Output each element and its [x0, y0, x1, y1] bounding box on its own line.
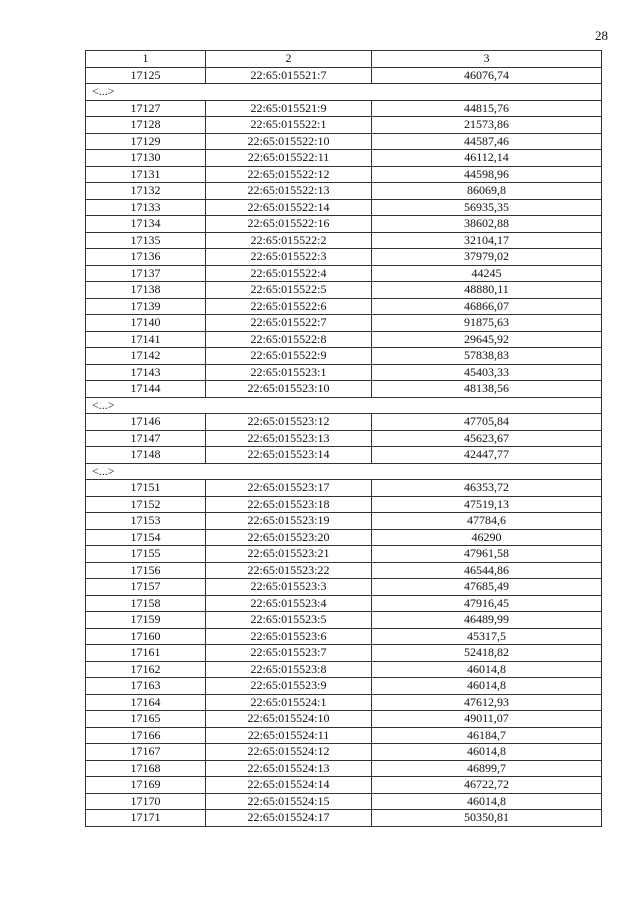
cadastral-number-cell: 22:65:015522:12 [206, 166, 372, 183]
row-number-cell: 17127 [86, 100, 206, 117]
table-row [86, 612, 602, 629]
value-cell: 47685,49 [372, 579, 602, 596]
cadastral-number-cell: 22:65:015521:7 [206, 67, 372, 84]
row-number-cell: 17140 [86, 315, 206, 332]
cadastral-number-cell: 22:65:015523:5 [206, 612, 372, 629]
cadastral-number-cell: 22:65:015522:16 [206, 216, 372, 233]
cadastral-number-cell: 22:65:015523:20 [206, 529, 372, 546]
cadastral-number-cell: 22:65:015523:14 [206, 447, 372, 464]
row-number-cell: 17139 [86, 298, 206, 315]
row-number-cell: 17135 [86, 232, 206, 249]
row-number-cell: 17169 [86, 777, 206, 794]
row-number-cell: 17136 [86, 249, 206, 266]
table-row [86, 232, 602, 249]
row-number-cell: 17154 [86, 529, 206, 546]
value-cell: 48138,56 [372, 381, 602, 398]
value-cell: 50350,81 [372, 810, 602, 827]
cadastral-number-cell: 22:65:015522:10 [206, 133, 372, 150]
value-cell: 86069,8 [372, 183, 602, 200]
table-row [86, 562, 602, 579]
row-number-cell: 17164 [86, 694, 206, 711]
row-number-cell: 17133 [86, 199, 206, 216]
cadastral-number-cell: 22:65:015522:14 [206, 199, 372, 216]
cadastral-number-cell: 22:65:015522:9 [206, 348, 372, 365]
value-cell: 52418,82 [372, 645, 602, 662]
value-cell: 46076,74 [372, 67, 602, 84]
row-number-cell: 17144 [86, 381, 206, 398]
row-number-cell: 17128 [86, 117, 206, 134]
cadastral-number-cell: 22:65:015523:8 [206, 661, 372, 678]
value-cell: 46014,8 [372, 678, 602, 695]
cadastral-number-cell: 22:65:015522:13 [206, 183, 372, 200]
cadastral-number-cell: 22:65:015523:7 [206, 645, 372, 662]
table-row [86, 546, 602, 563]
row-number-cell: 17130 [86, 150, 206, 167]
table-row [86, 364, 602, 381]
value-cell: 47519,13 [372, 496, 602, 513]
value-cell: 46184,7 [372, 727, 602, 744]
table-row [86, 282, 602, 299]
value-cell: 47705,84 [372, 414, 602, 431]
cadastral-number-cell: 22:65:015523:3 [206, 579, 372, 596]
table-row [86, 727, 602, 744]
column-header: 3 [372, 51, 602, 68]
table-row [86, 199, 602, 216]
cadastral-number-cell: 22:65:015523:17 [206, 480, 372, 497]
cadastral-number-cell: 22:65:015524:15 [206, 793, 372, 810]
value-cell: 47961,58 [372, 546, 602, 563]
table-row [86, 661, 602, 678]
value-cell: 49011,07 [372, 711, 602, 728]
cadastral-number-cell: 22:65:015523:1 [206, 364, 372, 381]
table-row [86, 711, 602, 728]
table-row [86, 117, 602, 134]
cadastral-number-cell: 22:65:015522:5 [206, 282, 372, 299]
omission-marker: <...> [86, 397, 602, 414]
header-row [86, 51, 602, 68]
cadastral-number-cell: 22:65:015523:4 [206, 595, 372, 612]
value-cell: 44815,76 [372, 100, 602, 117]
value-cell: 29645,92 [372, 331, 602, 348]
value-cell: 46899,7 [372, 760, 602, 777]
cadastral-number-cell: 22:65:015522:7 [206, 315, 372, 332]
table-row [86, 628, 602, 645]
row-number-cell: 17143 [86, 364, 206, 381]
page-number: 28 [595, 28, 608, 43]
cadastral-number-cell: 22:65:015522:8 [206, 331, 372, 348]
cadastral-number-cell: 22:65:015523:12 [206, 414, 372, 431]
cadastral-number-cell: 22:65:015524:14 [206, 777, 372, 794]
value-cell: 46544,86 [372, 562, 602, 579]
value-cell: 57838,83 [372, 348, 602, 365]
row-number-cell: 17138 [86, 282, 206, 299]
row-number-cell: 17165 [86, 711, 206, 728]
row-number-cell: 17160 [86, 628, 206, 645]
table-row [86, 216, 602, 233]
table-row [86, 150, 602, 167]
table-row [86, 447, 602, 464]
row-number-cell: 17170 [86, 793, 206, 810]
cadastral-number-cell: 22:65:015522:6 [206, 298, 372, 315]
value-cell: 46014,8 [372, 793, 602, 810]
row-number-cell: 17162 [86, 661, 206, 678]
cadastral-number-cell: 22:65:015524:11 [206, 727, 372, 744]
table-row [86, 430, 602, 447]
column-header: 2 [206, 51, 372, 68]
value-cell: 47612,93 [372, 694, 602, 711]
row-number-cell: 17131 [86, 166, 206, 183]
table-row [86, 414, 602, 431]
value-cell: 48880,11 [372, 282, 602, 299]
table-row [86, 744, 602, 761]
row-number-cell: 17151 [86, 480, 206, 497]
row-number-cell: 17167 [86, 744, 206, 761]
value-cell: 47916,45 [372, 595, 602, 612]
row-number-cell: 17156 [86, 562, 206, 579]
cadastral-number-cell: 22:65:015521:9 [206, 100, 372, 117]
omission-row [86, 84, 602, 101]
table-row [86, 793, 602, 810]
value-cell: 32104,17 [372, 232, 602, 249]
table-row [86, 810, 602, 827]
value-cell: 44587,46 [372, 133, 602, 150]
row-number-cell: 17152 [86, 496, 206, 513]
omission-row [86, 463, 602, 480]
table-row [86, 694, 602, 711]
row-number-cell: 17159 [86, 612, 206, 629]
row-number-cell: 17142 [86, 348, 206, 365]
data-table [85, 50, 602, 827]
value-cell: 21573,86 [372, 117, 602, 134]
cadastral-number-cell: 22:65:015523:9 [206, 678, 372, 695]
table-row [86, 579, 602, 596]
row-number-cell: 17148 [86, 447, 206, 464]
value-cell: 45403,33 [372, 364, 602, 381]
row-number-cell: 17166 [86, 727, 206, 744]
value-cell: 46290 [372, 529, 602, 546]
row-number-cell: 17163 [86, 678, 206, 695]
omission-row [86, 397, 602, 414]
cadastral-number-cell: 22:65:015523:18 [206, 496, 372, 513]
value-cell: 45317,5 [372, 628, 602, 645]
value-cell: 46353,72 [372, 480, 602, 497]
cadastral-number-cell: 22:65:015522:4 [206, 265, 372, 282]
cadastral-number-cell: 22:65:015524:17 [206, 810, 372, 827]
row-number-cell: 17137 [86, 265, 206, 282]
value-cell: 56935,35 [372, 199, 602, 216]
value-cell: 44598,96 [372, 166, 602, 183]
table-row [86, 496, 602, 513]
row-number-cell: 17153 [86, 513, 206, 530]
value-cell: 46014,8 [372, 744, 602, 761]
row-number-cell: 17147 [86, 430, 206, 447]
row-number-cell: 17129 [86, 133, 206, 150]
row-number-cell: 17168 [86, 760, 206, 777]
table-row [86, 381, 602, 398]
cadastral-number-cell: 22:65:015523:22 [206, 562, 372, 579]
cadastral-number-cell: 22:65:015524:12 [206, 744, 372, 761]
row-number-cell: 17141 [86, 331, 206, 348]
row-number-cell: 17146 [86, 414, 206, 431]
row-number-cell: 17134 [86, 216, 206, 233]
cadastral-number-cell: 22:65:015523:21 [206, 546, 372, 563]
table-row [86, 265, 602, 282]
table-row [86, 348, 602, 365]
row-number-cell: 17161 [86, 645, 206, 662]
omission-marker: <...> [86, 84, 602, 101]
row-number-cell: 17157 [86, 579, 206, 596]
cadastral-number-cell: 22:65:015524:10 [206, 711, 372, 728]
cadastral-number-cell: 22:65:015522:2 [206, 232, 372, 249]
value-cell: 45623,67 [372, 430, 602, 447]
row-number-cell: 17125 [86, 67, 206, 84]
table-row [86, 67, 602, 84]
cadastral-number-cell: 22:65:015524:1 [206, 694, 372, 711]
value-cell: 44245 [372, 265, 602, 282]
cadastral-number-cell: 22:65:015524:13 [206, 760, 372, 777]
cadastral-number-cell: 22:65:015523:13 [206, 430, 372, 447]
row-number-cell: 17171 [86, 810, 206, 827]
cadastral-number-cell: 22:65:015522:1 [206, 117, 372, 134]
row-number-cell: 17155 [86, 546, 206, 563]
cadastral-number-cell: 22:65:015523:19 [206, 513, 372, 530]
table-row [86, 331, 602, 348]
cadastral-number-cell: 22:65:015523:6 [206, 628, 372, 645]
table-row [86, 100, 602, 117]
table-row [86, 183, 602, 200]
table-row [86, 298, 602, 315]
value-cell: 47784,6 [372, 513, 602, 530]
value-cell: 46866,07 [372, 298, 602, 315]
table-row [86, 645, 602, 662]
value-cell: 38602,88 [372, 216, 602, 233]
table-row [86, 249, 602, 266]
value-cell: 37979,02 [372, 249, 602, 266]
table-row [86, 529, 602, 546]
row-number-cell: 17132 [86, 183, 206, 200]
cadastral-number-cell: 22:65:015522:11 [206, 150, 372, 167]
table-row [86, 166, 602, 183]
value-cell: 46722,72 [372, 777, 602, 794]
row-number-cell: 17158 [86, 595, 206, 612]
column-header: 1 [86, 51, 206, 68]
table-row [86, 513, 602, 530]
table-row [86, 595, 602, 612]
value-cell: 46489,99 [372, 612, 602, 629]
table-row [86, 760, 602, 777]
value-cell: 91875,63 [372, 315, 602, 332]
table-row [86, 315, 602, 332]
table-row [86, 133, 602, 150]
table-row [86, 777, 602, 794]
cadastral-number-cell: 22:65:015522:3 [206, 249, 372, 266]
table-row [86, 678, 602, 695]
omission-marker: <...> [86, 463, 602, 480]
value-cell: 46112,14 [372, 150, 602, 167]
value-cell: 46014,8 [372, 661, 602, 678]
table-row [86, 480, 602, 497]
cadastral-number-cell: 22:65:015523:10 [206, 381, 372, 398]
value-cell: 42447,77 [372, 447, 602, 464]
